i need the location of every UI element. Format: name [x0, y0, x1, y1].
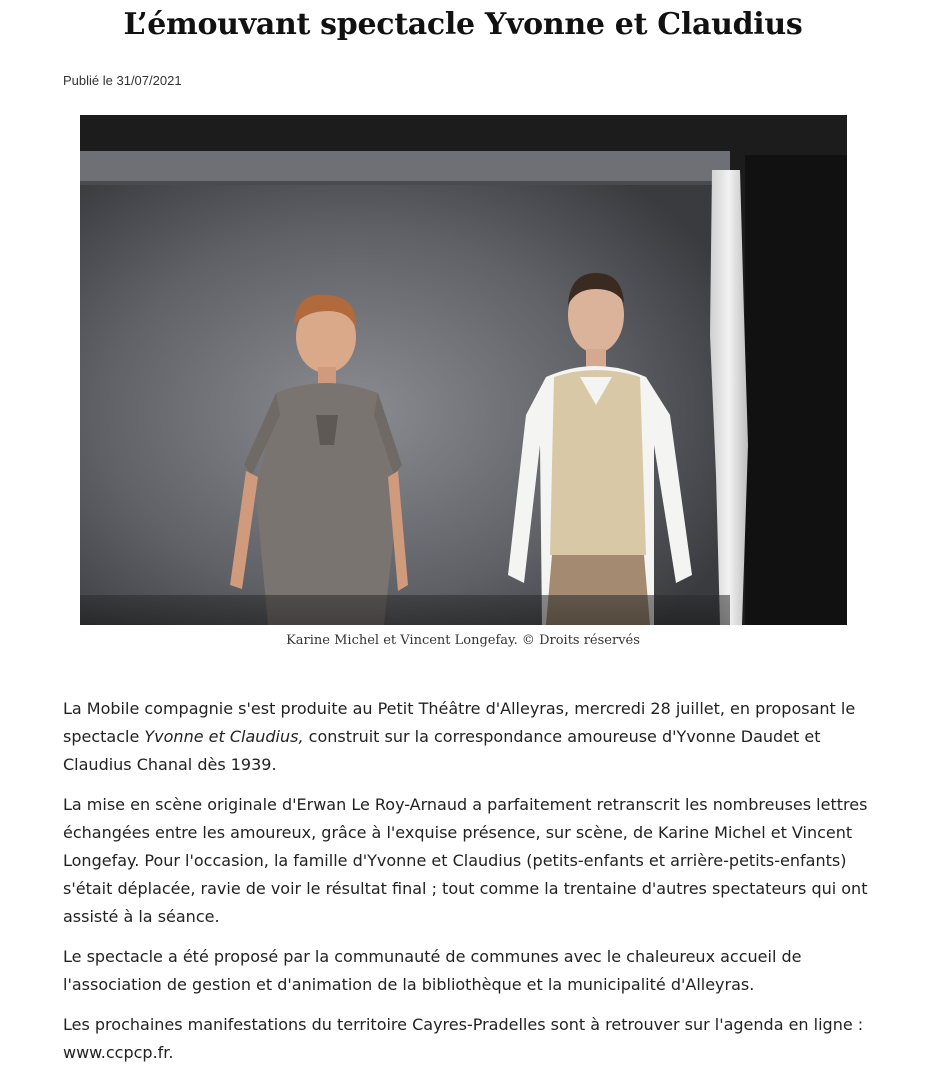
paragraph-4: Les prochaines manifestations du territoire Cayres-Pradelles sont à retrouver sur l'agenda en ligne : www.ccpcp.fr. — [63, 1015, 864, 1062]
show-title-italic: Yvonne et Claudius, — [144, 727, 304, 746]
paragraph-1 — [63, 695, 868, 779]
stage-photo-illustration — [80, 115, 847, 625]
paragraph-2: La mise en scène originale d'Erwan Le Roy-Arnaud a parfaitement retranscrit les nombreuses lettres échangées entre les amoureux, grâce à l'exquise présence, sur scène, de Karine Michel et Vincent Longefay. Pour l'occasion, la famille d'Yvonne et Claudius (petits-enfants et arrière-petits-enfants) s'était déplacée, ravie de voir le résultat final ; tout comme la trentaine d'autres spectateurs qui ont assisté à la séance. — [63, 795, 868, 926]
paragraph-1-text-end: construit sur la correspondance amoureuse d'Yvonne Daudet et Claudius Chanal dès 1939. — [63, 727, 821, 774]
article-title: L’émouvant spectacle Yvonne et Claudius — [123, 7, 803, 42]
article-body — [63, 695, 868, 1079]
paragraph-1-text-start: La Mobile compagnie s'est produite au Petit Théâtre d'Alleyras, mercredi 28 juillet, en proposant le spectacle — [63, 699, 856, 746]
publication-date: Publié le 31/07/2021 — [63, 73, 182, 88]
article-photo — [80, 115, 847, 625]
paragraph-3: Le spectacle a été proposé par la communauté de communes avec le chaleureux accueil de l'association de gestion et d'animation de la bibliothèque et la municipalité d'Alleyras. — [63, 947, 802, 994]
photo-caption: Karine Michel et Vincent Longefay. © Droits réservés — [286, 633, 640, 648]
